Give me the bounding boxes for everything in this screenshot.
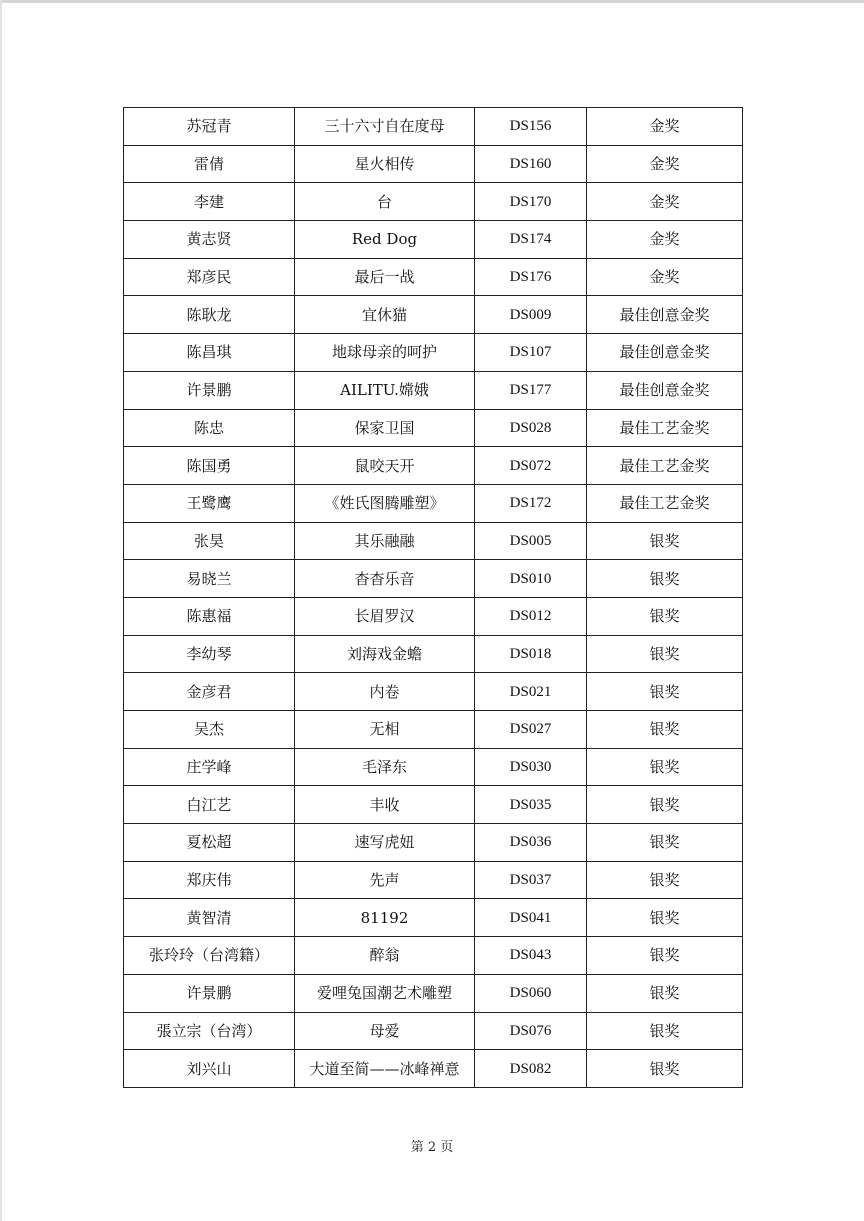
table-row bbox=[124, 409, 743, 447]
cell-award: 银奖 bbox=[587, 597, 743, 635]
cell-name: 庄学峰 bbox=[124, 748, 295, 786]
cell-work-title: 内卷 bbox=[295, 673, 475, 711]
cell-award: 最佳创意金奖 bbox=[587, 334, 743, 372]
cell-work-title: 《姓氏图腾雕塑》 bbox=[295, 484, 475, 522]
table-row bbox=[124, 371, 743, 409]
cell-award: 银奖 bbox=[587, 748, 743, 786]
cell-name: 吴杰 bbox=[124, 711, 295, 749]
cell-entry-code: DS010 bbox=[475, 560, 587, 598]
table-row bbox=[124, 861, 743, 899]
cell-entry-code: DS176 bbox=[475, 258, 587, 296]
cell-entry-code: DS172 bbox=[475, 484, 587, 522]
cell-award: 最佳工艺金奖 bbox=[587, 409, 743, 447]
cell-entry-code: DS041 bbox=[475, 899, 587, 937]
cell-entry-code: DS035 bbox=[475, 786, 587, 824]
cell-name: 王鹭鹰 bbox=[124, 484, 295, 522]
cell-award: 银奖 bbox=[587, 635, 743, 673]
cell-name: 刘兴山 bbox=[124, 1050, 295, 1088]
page-number: 第 2 页 bbox=[410, 1140, 454, 1155]
cell-award: 银奖 bbox=[587, 560, 743, 598]
cell-work-title: Red Dog bbox=[295, 221, 475, 259]
cell-entry-code: DS036 bbox=[475, 824, 587, 862]
cell-entry-code: DS156 bbox=[475, 108, 587, 146]
cell-work-title: 81192 bbox=[295, 899, 475, 937]
table-row bbox=[124, 258, 743, 296]
cell-award: 金奖 bbox=[587, 183, 743, 221]
page-edge-left bbox=[0, 0, 2, 1221]
cell-entry-code: DS021 bbox=[475, 673, 587, 711]
cell-award: 金奖 bbox=[587, 145, 743, 183]
table-row bbox=[124, 1012, 743, 1050]
cell-award: 银奖 bbox=[587, 786, 743, 824]
cell-name: 陈忠 bbox=[124, 409, 295, 447]
table-row bbox=[124, 1050, 743, 1088]
table-row bbox=[124, 937, 743, 975]
cell-entry-code: DS043 bbox=[475, 937, 587, 975]
table-row bbox=[124, 484, 743, 522]
cell-entry-code: DS028 bbox=[475, 409, 587, 447]
cell-work-title: AILITU.嫦娥 bbox=[295, 371, 475, 409]
cell-name: 易晓兰 bbox=[124, 560, 295, 598]
table-row bbox=[124, 221, 743, 259]
cell-entry-code: DS072 bbox=[475, 447, 587, 485]
cell-work-title: 地球母亲的呵护 bbox=[295, 334, 475, 372]
cell-name: 陈耿龙 bbox=[124, 296, 295, 334]
cell-work-title: 杳杳乐音 bbox=[295, 560, 475, 598]
cell-work-title: 鼠咬天开 bbox=[295, 447, 475, 485]
table-row bbox=[124, 560, 743, 598]
cell-name: 白江艺 bbox=[124, 786, 295, 824]
cell-award: 金奖 bbox=[587, 258, 743, 296]
awards-table bbox=[123, 107, 743, 1088]
cell-work-title: 最后一战 bbox=[295, 258, 475, 296]
cell-name: 郑彦民 bbox=[124, 258, 295, 296]
cell-work-title: 大道至简——冰峰禅意 bbox=[295, 1050, 475, 1088]
cell-name: 许景鹏 bbox=[124, 974, 295, 1012]
cell-award: 银奖 bbox=[587, 711, 743, 749]
table-row bbox=[124, 145, 743, 183]
table-row bbox=[124, 522, 743, 560]
cell-work-title: 醉翁 bbox=[295, 937, 475, 975]
table-row bbox=[124, 597, 743, 635]
cell-name: 张玲玲（台湾籍） bbox=[124, 937, 295, 975]
cell-work-title: 台 bbox=[295, 183, 475, 221]
cell-award: 金奖 bbox=[587, 108, 743, 146]
table-row bbox=[124, 108, 743, 146]
cell-name: 陈国勇 bbox=[124, 447, 295, 485]
cell-entry-code: DS177 bbox=[475, 371, 587, 409]
cell-award: 最佳工艺金奖 bbox=[587, 447, 743, 485]
awards-table-body bbox=[124, 108, 743, 1088]
cell-entry-code: DS076 bbox=[475, 1012, 587, 1050]
table-row bbox=[124, 899, 743, 937]
cell-name: 黄志贤 bbox=[124, 221, 295, 259]
cell-award: 银奖 bbox=[587, 824, 743, 862]
table-row bbox=[124, 296, 743, 334]
cell-work-title: 无相 bbox=[295, 711, 475, 749]
cell-entry-code: DS030 bbox=[475, 748, 587, 786]
table-row bbox=[124, 673, 743, 711]
table-row bbox=[124, 183, 743, 221]
cell-entry-code: DS018 bbox=[475, 635, 587, 673]
table-row bbox=[124, 447, 743, 485]
cell-entry-code: DS082 bbox=[475, 1050, 587, 1088]
cell-entry-code: DS037 bbox=[475, 861, 587, 899]
cell-award: 银奖 bbox=[587, 937, 743, 975]
table-row bbox=[124, 748, 743, 786]
cell-entry-code: DS027 bbox=[475, 711, 587, 749]
cell-entry-code: DS005 bbox=[475, 522, 587, 560]
cell-work-title: 丰收 bbox=[295, 786, 475, 824]
cell-work-title: 三十六寸自在度母 bbox=[295, 108, 475, 146]
cell-work-title: 保家卫国 bbox=[295, 409, 475, 447]
cell-work-title: 星火相传 bbox=[295, 145, 475, 183]
cell-name: 李幼琴 bbox=[124, 635, 295, 673]
cell-name: 李建 bbox=[124, 183, 295, 221]
cell-work-title: 长眉罗汉 bbox=[295, 597, 475, 635]
cell-name: 陈昌琪 bbox=[124, 334, 295, 372]
table-row bbox=[124, 824, 743, 862]
cell-award: 银奖 bbox=[587, 974, 743, 1012]
cell-work-title: 毛泽东 bbox=[295, 748, 475, 786]
cell-entry-code: DS107 bbox=[475, 334, 587, 372]
cell-award: 金奖 bbox=[587, 221, 743, 259]
cell-award: 银奖 bbox=[587, 899, 743, 937]
cell-name: 黄智清 bbox=[124, 899, 295, 937]
cell-award: 最佳创意金奖 bbox=[587, 371, 743, 409]
table-row bbox=[124, 635, 743, 673]
cell-name: 張立宗（台湾） bbox=[124, 1012, 295, 1050]
cell-award: 银奖 bbox=[587, 861, 743, 899]
cell-name: 陈惠福 bbox=[124, 597, 295, 635]
page-edge bbox=[0, 0, 864, 3]
cell-work-title: 先声 bbox=[295, 861, 475, 899]
cell-name: 金彦君 bbox=[124, 673, 295, 711]
table-row bbox=[124, 786, 743, 824]
table-row bbox=[124, 711, 743, 749]
cell-entry-code: DS170 bbox=[475, 183, 587, 221]
cell-award: 银奖 bbox=[587, 1012, 743, 1050]
table-row bbox=[124, 334, 743, 372]
cell-work-title: 其乐融融 bbox=[295, 522, 475, 560]
table-row bbox=[124, 974, 743, 1012]
cell-award: 银奖 bbox=[587, 673, 743, 711]
cell-name: 雷倩 bbox=[124, 145, 295, 183]
cell-work-title: 爱哩兔国潮艺术雕塑 bbox=[295, 974, 475, 1012]
cell-entry-code: DS060 bbox=[475, 974, 587, 1012]
cell-entry-code: DS174 bbox=[475, 221, 587, 259]
cell-name: 张昊 bbox=[124, 522, 295, 560]
cell-name: 苏冠青 bbox=[124, 108, 295, 146]
cell-name: 夏松超 bbox=[124, 824, 295, 862]
cell-entry-code: DS160 bbox=[475, 145, 587, 183]
cell-award: 银奖 bbox=[587, 522, 743, 560]
cell-award: 最佳工艺金奖 bbox=[587, 484, 743, 522]
cell-name: 许景鹏 bbox=[124, 371, 295, 409]
cell-award: 最佳创意金奖 bbox=[587, 296, 743, 334]
cell-work-title: 刘海戏金蟾 bbox=[295, 635, 475, 673]
cell-award: 银奖 bbox=[587, 1050, 743, 1088]
cell-entry-code: DS012 bbox=[475, 597, 587, 635]
cell-entry-code: DS009 bbox=[475, 296, 587, 334]
cell-name: 郑庆伟 bbox=[124, 861, 295, 899]
cell-work-title: 速写虎妞 bbox=[295, 824, 475, 862]
cell-work-title: 宜休猫 bbox=[295, 296, 475, 334]
cell-work-title: 母爱 bbox=[295, 1012, 475, 1050]
